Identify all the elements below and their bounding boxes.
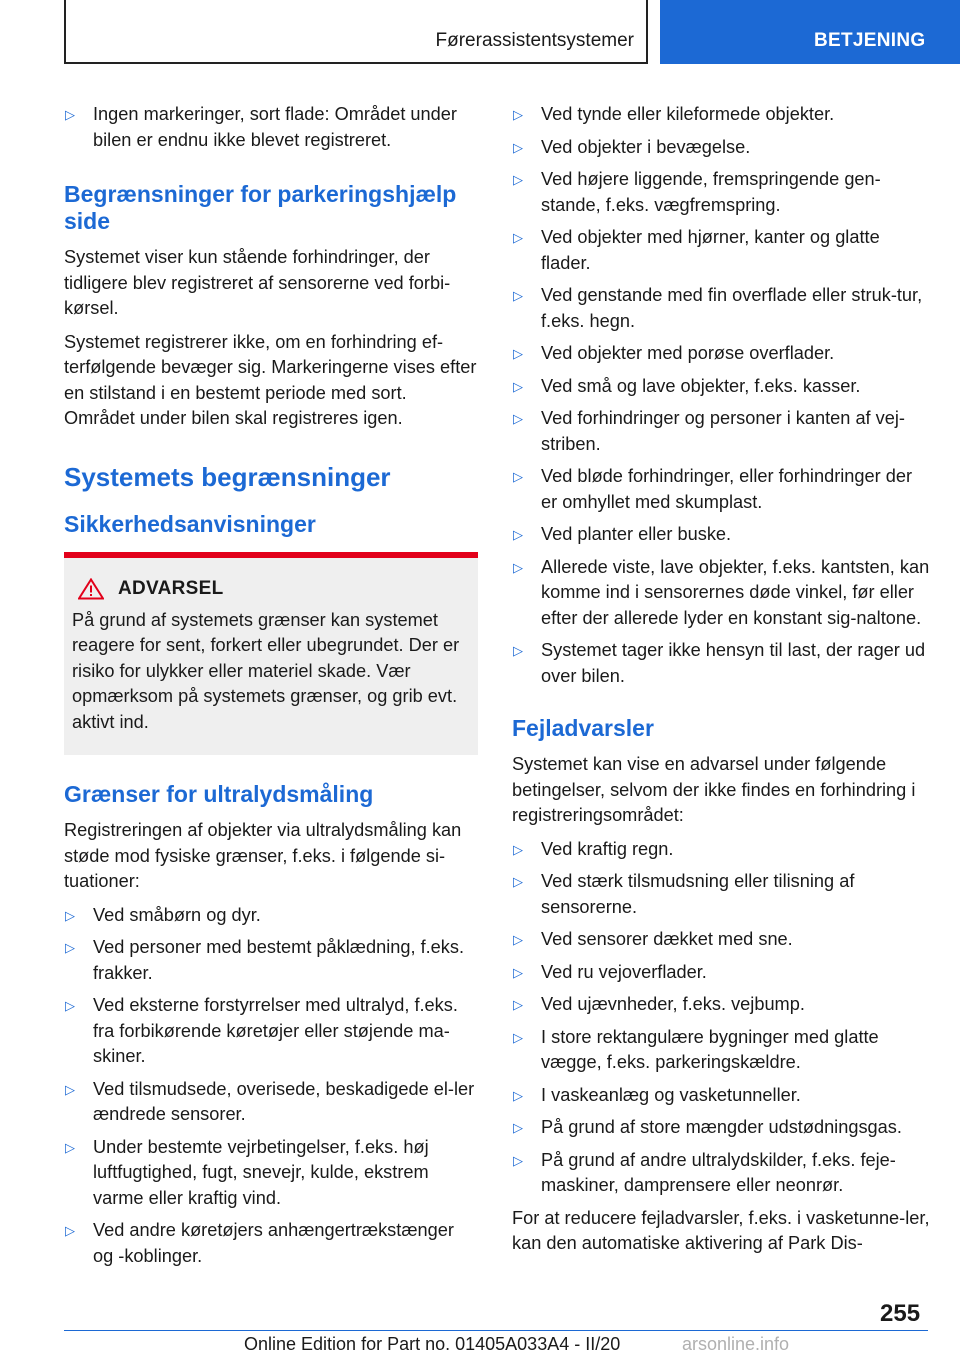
section-heading-parking-side: Begrænsninger for parkeringshjælp side bbox=[64, 181, 457, 234]
section-tab-label: BETJENING bbox=[814, 30, 926, 51]
list-item: ▷ Ved småbørn og dyr. bbox=[64, 903, 478, 929]
list-item: ▷ Ved stærk tilsmudsning eller tilisning af sensorerne. bbox=[513, 871, 855, 917]
list-item: ▷ Under bestemte vejrbetingelser, f.eks. høj luftfugtighed, fugt, snevejr, kulde, ekstrem varme eller kraftig vind. bbox=[65, 1136, 429, 1208]
list-item: ▷ Ved genstande med fin overflade eller struk-tur, f.eks. hegn. bbox=[513, 285, 923, 331]
section-heading-false-warnings: Fejladvarsler bbox=[512, 715, 654, 741]
list-item: ▷ Ved ujævnheder, f.eks. vejbump. bbox=[512, 992, 932, 1018]
triangle-bullet-icon: ▷ bbox=[513, 874, 523, 889]
triangle-bullet-icon: ▷ bbox=[513, 469, 523, 484]
triangle-bullet-icon: ▷ bbox=[65, 907, 75, 923]
paragraph: Systemet registrerer ikke, om en forhindring ef-terfølgende bevæger sig. Markeringerne vises efter en stilstand i en bestemt periode med sort. Området under bilen skal registreres igen. bbox=[64, 331, 477, 428]
list-item: ▷ Ved andre køretøjers anhængertrækstænger og -koblinger. bbox=[65, 1220, 454, 1266]
paragraph: Systemet viser kun stående forhindringer, der tidligere blev registreret af sensorerne ved forbi-kørsel. bbox=[64, 247, 451, 318]
list-item: ▷ På grund af andre ultralydskilder, f.eks. feje-maskiner, damprensere eller neonrør. bbox=[513, 1149, 896, 1195]
header-title: Førerassistentsystemer bbox=[435, 30, 634, 51]
list-item: ▷ Allerede viste, lave objekter, f.eks. kantsten, kan komme ind i sensorernes døde vinkel, før eller efter der allerede lyder en konstant sig-naltone. bbox=[513, 556, 930, 628]
footer-edition: Online Edition for Part no. 01405A033A4 - II/20 bbox=[244, 1334, 621, 1354]
left-column bbox=[64, 102, 478, 1276]
list-item: ▷ Ved objekter i bevægelse. bbox=[512, 135, 932, 161]
list-item: ▷ Ved små og lave objekter, f.eks. kasser. bbox=[512, 374, 932, 400]
right-column bbox=[512, 102, 932, 1265]
footer-divider bbox=[64, 1330, 928, 1331]
list-item: ▷ Ved objekter med porøse overflader. bbox=[512, 341, 932, 367]
ultrasound-limits-list bbox=[64, 903, 478, 1270]
triangle-bullet-icon: ▷ bbox=[65, 1223, 75, 1238]
list-item: ▷ Ved planter eller buske. bbox=[512, 522, 932, 548]
page-number: 255 bbox=[880, 1300, 921, 1327]
triangle-bullet-icon: ▷ bbox=[513, 378, 523, 394]
header-frame bbox=[64, 0, 648, 64]
triangle-bullet-icon: ▷ bbox=[513, 932, 523, 947]
triangle-bullet-icon: ▷ bbox=[513, 411, 523, 426]
warning-text: På grund af systemets grænser kan systemet reagere for sent, forkert eller ubegrundet. Der er risiko for ulykker eller materiel skade. Vær opmærksom på systemets grænser, og grib evt. aktivt ind. bbox=[72, 609, 460, 732]
list-item: ▷ På grund af store mængder udstødningsgas. bbox=[512, 1115, 932, 1141]
list-item: ▷ Ved bløde forhindringer, eller forhindringer der er omhyllet med skumplast. bbox=[513, 466, 913, 512]
warning-box bbox=[64, 552, 478, 756]
list-item: ▷ Ved personer med bestemt påklædning, f.eks. frakker. bbox=[65, 937, 465, 983]
intro-list bbox=[64, 102, 478, 153]
triangle-bullet-icon: ▷ bbox=[65, 1081, 75, 1097]
triangle-bullet-icon: ▷ bbox=[513, 643, 523, 658]
triangle-bullet-icon: ▷ bbox=[513, 139, 523, 155]
paragraph: Systemet kan vise en advarsel under følgende betingelser, selvom der ikke findes en forhindring i registreringsområdet: bbox=[512, 754, 916, 825]
section-heading-system-limits: Systemets begrænsninger bbox=[64, 461, 391, 492]
list-item: ▷ Ved ru vejoverflader. bbox=[512, 960, 932, 986]
triangle-bullet-icon: ▷ bbox=[513, 997, 523, 1012]
watermark: arsonline.info bbox=[682, 1334, 790, 1354]
list-item: ▷ Ved tilsmudsede, overisede, beskadigede el-ler ændrede sensorer. bbox=[65, 1078, 475, 1124]
triangle-bullet-icon: ▷ bbox=[513, 230, 523, 245]
triangle-bullet-icon: ▷ bbox=[65, 998, 75, 1013]
triangle-bullet-icon: ▷ bbox=[513, 346, 523, 361]
list-item: ▷ Ved eksterne forstyrrelser med ultralyd, f.eks. fra forbikørende køretøjer eller støjende ma-skiner. bbox=[65, 995, 458, 1066]
list-item: ▷ Ved forhindringer og personer i kanten af vej-striben. bbox=[513, 408, 905, 454]
section-tab bbox=[660, 0, 960, 64]
triangle-bullet-icon: ▷ bbox=[513, 527, 523, 542]
paragraph: Registreringen af objekter via ultralydsmåling kan støde mod fysiske grænser, f.eks. i følgende si-tuationer: bbox=[64, 820, 462, 891]
triangle-bullet-icon: ▷ bbox=[65, 1139, 75, 1155]
list-item: ▷ Ved højere liggende, fremspringende gen-stande, f.eks. vægfremspring. bbox=[513, 169, 881, 215]
warning-triangle-icon bbox=[78, 578, 104, 600]
false-warnings-list bbox=[512, 837, 932, 1199]
list-item: ▷ Ved kraftig regn. bbox=[512, 837, 932, 863]
list-item: ▷ Ingen markeringer, sort flade: Området under bilen er endnu ikke blevet registreret. bbox=[65, 104, 457, 150]
triangle-bullet-icon: ▷ bbox=[513, 172, 523, 187]
triangle-bullet-icon: ▷ bbox=[513, 559, 523, 575]
warning-title: ADVARSEL bbox=[118, 577, 224, 599]
triangle-bullet-icon: ▷ bbox=[513, 1029, 523, 1045]
list-item: ▷ Systemet tager ikke hensyn til last, der rager ud over bilen. bbox=[513, 640, 926, 686]
triangle-bullet-icon: ▷ bbox=[65, 107, 75, 122]
list-item: ▷ Ved tynde eller kileformede objekter. bbox=[512, 102, 932, 128]
subheading-safety: Sikkerhedsanvisninger bbox=[64, 510, 316, 537]
triangle-bullet-icon: ▷ bbox=[513, 1087, 523, 1103]
triangle-bullet-icon: ▷ bbox=[513, 964, 523, 980]
triangle-bullet-icon: ▷ bbox=[65, 940, 75, 955]
triangle-bullet-icon: ▷ bbox=[513, 841, 523, 857]
object-limits-list bbox=[512, 102, 932, 689]
triangle-bullet-icon: ▷ bbox=[513, 107, 523, 122]
list-item: ▷ I store rektangulære bygninger med glatte vægge, f.eks. parkeringskældre. bbox=[513, 1026, 879, 1072]
list-item: ▷ I vaskeanlæg og vasketunneller. bbox=[512, 1083, 932, 1109]
list-item: ▷ Ved objekter med hjørner, kanter og glatte flader. bbox=[513, 227, 880, 273]
triangle-bullet-icon: ▷ bbox=[513, 1120, 523, 1135]
triangle-bullet-icon: ▷ bbox=[513, 1152, 523, 1168]
closing-paragraph: For at reducere fejladvarsler, f.eks. i vasketunne-ler, kan den automatiske aktivering af Park Dis- bbox=[512, 1207, 930, 1253]
section-heading-ultrasound: Grænser for ultralydsmåling bbox=[64, 781, 374, 807]
list-item: ▷ Ved sensorer dækket med sne. bbox=[512, 927, 932, 953]
triangle-bullet-icon: ▷ bbox=[513, 288, 523, 303]
